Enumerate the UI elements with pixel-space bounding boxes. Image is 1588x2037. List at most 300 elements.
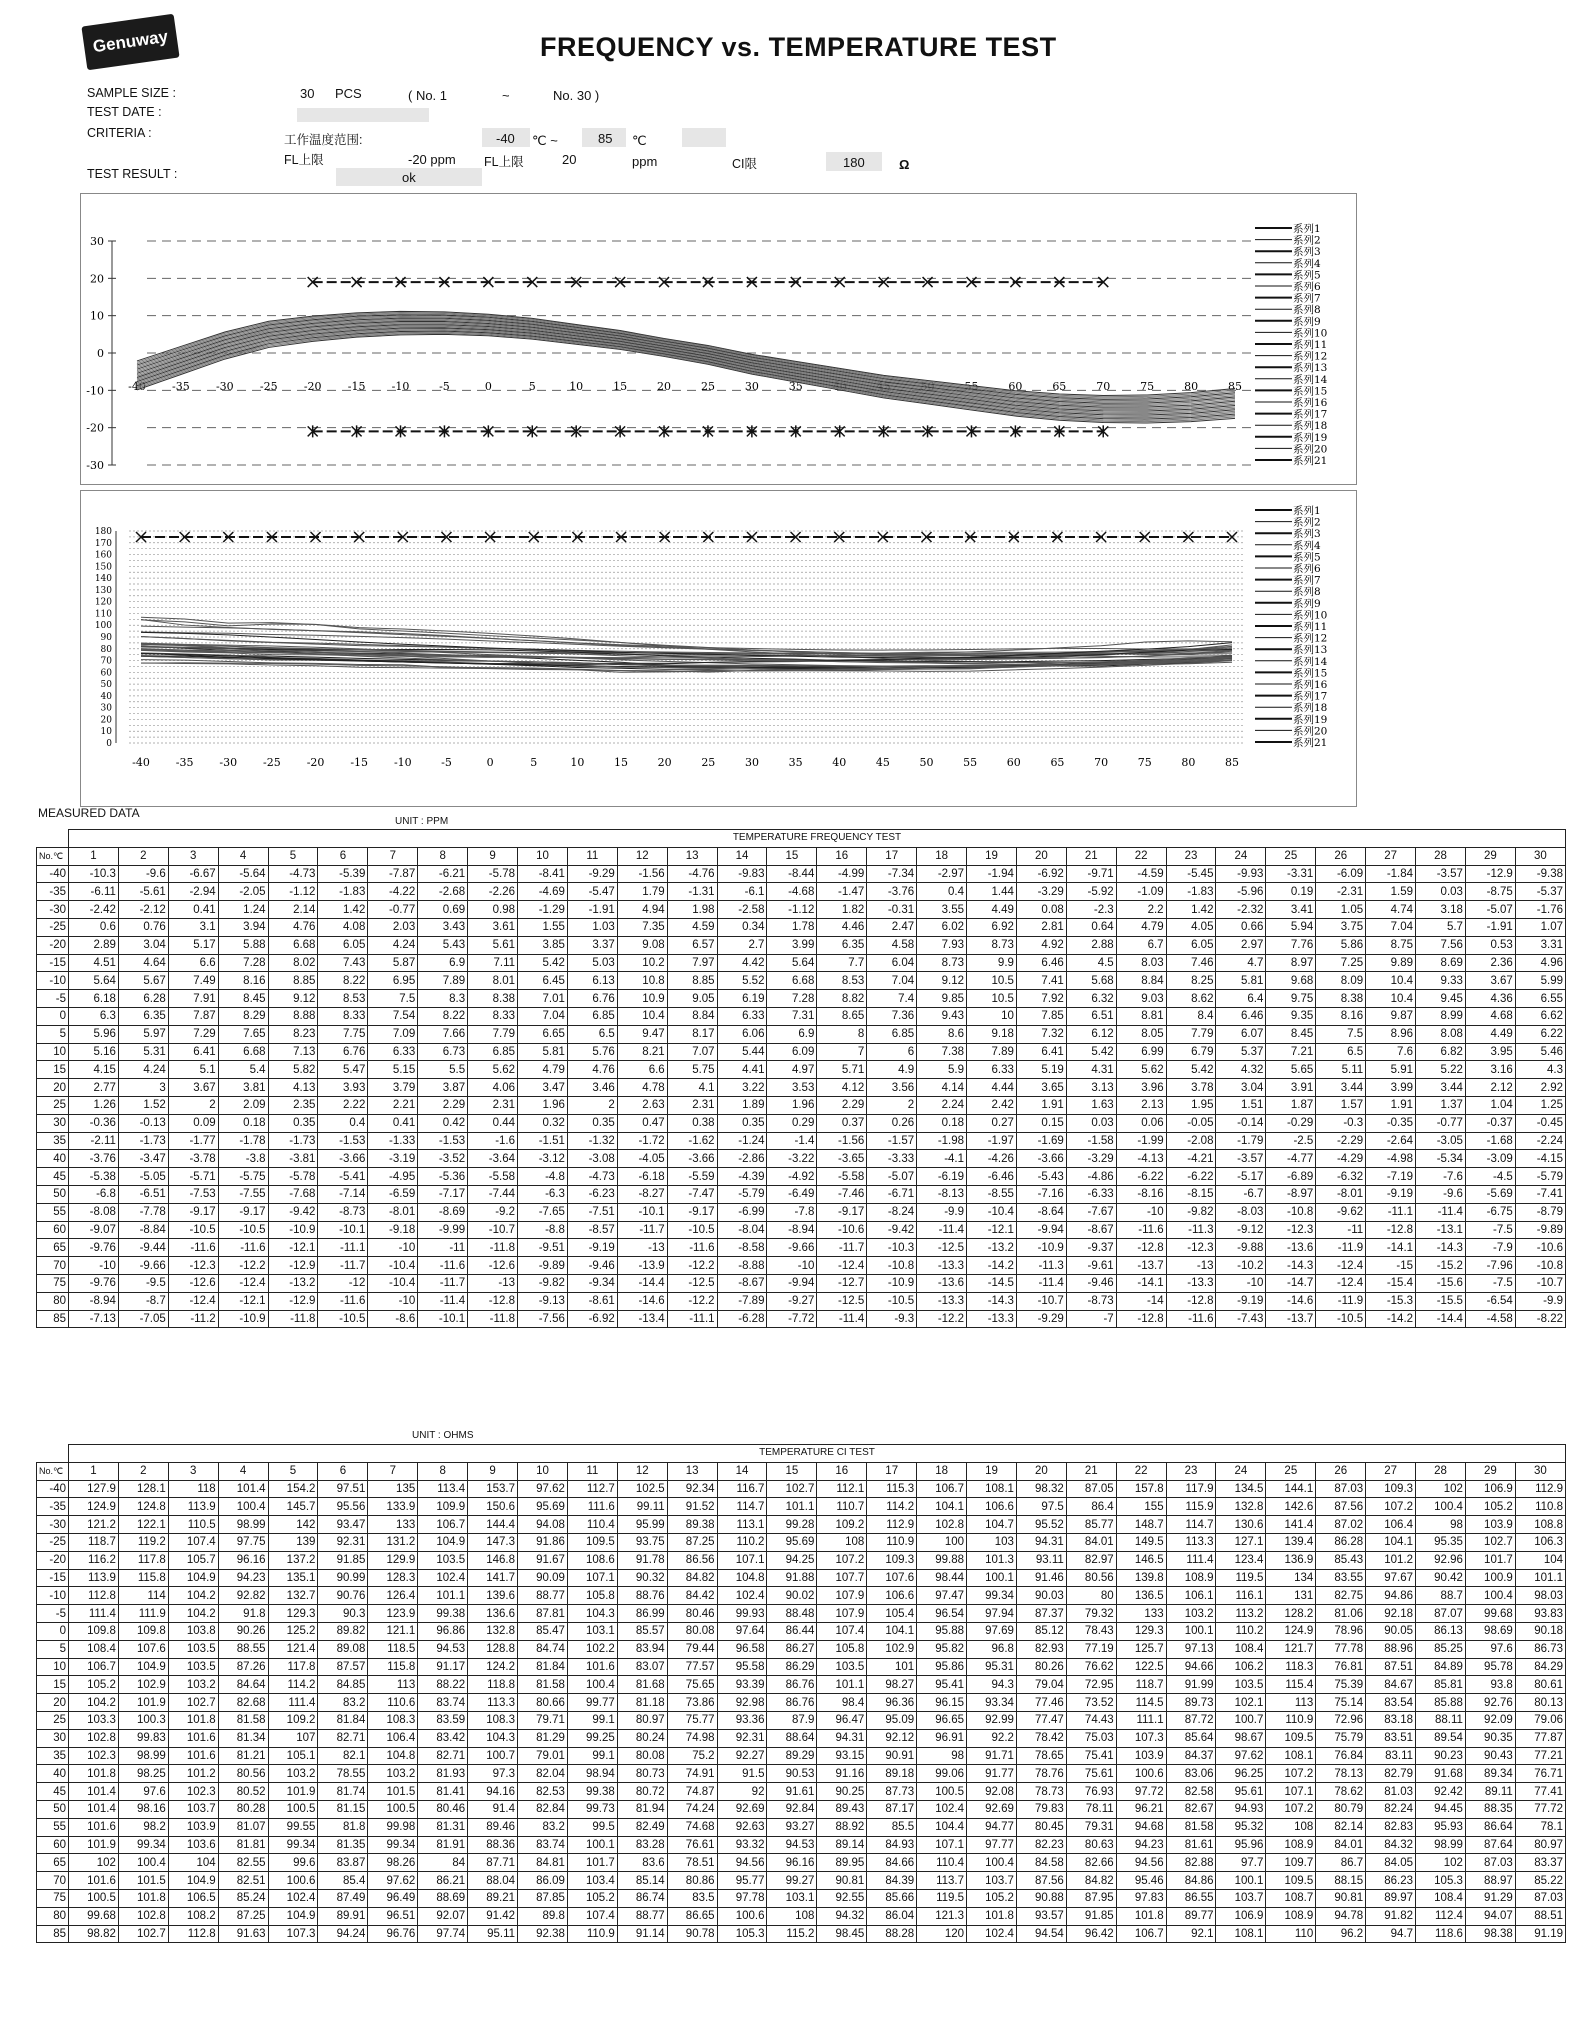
- table-cell: -4.69: [518, 883, 568, 901]
- table-cell: 103.2: [1166, 1605, 1216, 1623]
- table-cell: -8.94: [767, 1221, 817, 1239]
- table-cell: 0.35: [717, 1114, 767, 1132]
- table-cell: 108: [767, 1907, 817, 1925]
- table-cell: -13.3: [917, 1292, 967, 1310]
- legend-label: 系列16: [1293, 679, 1328, 691]
- table-cell: 101.9: [69, 1836, 119, 1854]
- table-cell: 103: [967, 1533, 1017, 1551]
- table-cell: 136.5: [1116, 1587, 1166, 1605]
- table-cell: 133: [1116, 1605, 1166, 1623]
- column-header: 5: [268, 847, 318, 865]
- table-cell: 94.7: [1366, 1925, 1416, 1943]
- table-cell: 82.84: [518, 1800, 568, 1818]
- table-cell: 130.6: [1216, 1516, 1266, 1534]
- table-cell: 108.2: [168, 1907, 218, 1925]
- table-cell: -7.96: [1465, 1257, 1515, 1275]
- table-cell: 94.86: [1366, 1587, 1416, 1605]
- table-cell: 4.79: [518, 1061, 568, 1079]
- x-tick-label: 0: [486, 756, 494, 769]
- x-tick-label: -40: [132, 756, 150, 769]
- table-cell: 129.9: [368, 1551, 418, 1569]
- table-cell: -8.8: [518, 1221, 568, 1239]
- table-cell: 97.72: [1116, 1783, 1166, 1801]
- table-cell: 86.4: [1066, 1498, 1116, 1516]
- table-cell: -6.23: [567, 1185, 617, 1203]
- table-cell: 113.1: [717, 1516, 767, 1534]
- table-cell: 112.4: [1416, 1907, 1466, 1925]
- x-tick-label: 20: [657, 756, 672, 769]
- table-cell: -5.37: [1515, 883, 1565, 901]
- table-cell: 96.86: [418, 1622, 468, 1640]
- table-cell: 81.94: [617, 1800, 667, 1818]
- table-cell: 76.84: [1316, 1747, 1366, 1765]
- table-cell: 8.33: [318, 1007, 368, 1025]
- table-cell: 8.99: [1416, 1007, 1466, 1025]
- table-cell: 5.16: [69, 1043, 119, 1061]
- y-tick-label: 160: [94, 550, 112, 561]
- table-cell: 94.23: [218, 1569, 268, 1587]
- table-cell: 94.45: [1416, 1800, 1466, 1818]
- table-cell: 106.6: [867, 1587, 917, 1605]
- table-cell: 91.4: [468, 1800, 518, 1818]
- table-cell: 80.72: [617, 1783, 667, 1801]
- table-cell: 2.47: [867, 918, 917, 936]
- table-cell: 89.54: [1416, 1729, 1466, 1747]
- table-cell: 8.16: [1316, 1007, 1366, 1025]
- table-cell: -4.21: [1166, 1150, 1216, 1168]
- table-cell: 73.86: [667, 1694, 717, 1712]
- page-title: FREQUENCY vs. TEMPERATURE TEST: [540, 32, 1057, 62]
- table-cell: -9.46: [567, 1257, 617, 1275]
- table-cell: 7.36: [867, 1007, 917, 1025]
- table-cell: -5.47: [567, 883, 617, 901]
- x-tick-label: -5: [439, 380, 450, 393]
- table-cell: 80.28: [218, 1800, 268, 1818]
- table-cell: 108.1: [1266, 1747, 1316, 1765]
- table-cell: -7.44: [468, 1185, 518, 1203]
- table-cell: -0.05: [1166, 1114, 1216, 1132]
- table-cell: 82.88: [1166, 1854, 1216, 1872]
- table-cell: 78.1: [1515, 1818, 1565, 1836]
- table-cell: 91.8: [218, 1605, 268, 1623]
- table-row: [37, 1854, 1566, 1872]
- table-cell: 113.7: [917, 1872, 967, 1890]
- table-cell: 7.28: [218, 954, 268, 972]
- sample-range-start: ( No. 1: [408, 88, 448, 103]
- table-cell: -3.12: [518, 1150, 568, 1168]
- table-cell: 87.9: [767, 1711, 817, 1729]
- table-cell: -5.36: [418, 1168, 468, 1186]
- table-cell: 102.9: [867, 1640, 917, 1658]
- table-cell: 83.74: [418, 1694, 468, 1712]
- table-cell: 83.55: [1316, 1569, 1366, 1587]
- table-cell: 79.06: [1515, 1711, 1565, 1729]
- table-cell: -11.2: [168, 1310, 218, 1328]
- table-cell: 1.57: [1316, 1096, 1366, 1114]
- table-cell: 93.8: [1465, 1676, 1515, 1694]
- table-cell: 96.51: [368, 1907, 418, 1925]
- table-row: [37, 1836, 1566, 1854]
- row-temperature-label: 85: [37, 1925, 69, 1943]
- table-cell: 100.6: [1116, 1765, 1166, 1783]
- table-cell: -2.08: [1166, 1132, 1216, 1150]
- table-cell: 8.21: [617, 1043, 667, 1061]
- y-tick-label: -30: [86, 459, 104, 472]
- table-row: [37, 1800, 1566, 1818]
- column-header: 19: [967, 1462, 1017, 1480]
- table-cell: -9.12: [1216, 1221, 1266, 1239]
- table-cell: -1.68: [1465, 1132, 1515, 1150]
- table-cell: -10.5: [867, 1292, 917, 1310]
- table-cell: -12.1: [218, 1292, 268, 1310]
- table-cell: 6.85: [468, 1043, 518, 1061]
- table-row: [37, 1516, 1566, 1534]
- table-cell: -9.29: [1016, 1310, 1066, 1328]
- table-cell: 0.29: [767, 1114, 817, 1132]
- table-cell: 94.32: [817, 1907, 867, 1925]
- table-cell: -2.32: [1216, 901, 1266, 919]
- table-cell: 0.32: [518, 1114, 568, 1132]
- table-cell: 6.06: [717, 1025, 767, 1043]
- table-cell: 95.46: [1116, 1872, 1166, 1890]
- table-cell: -1.72: [617, 1132, 667, 1150]
- table-cell: 87.71: [468, 1854, 518, 1872]
- table-cell: 8.4: [1166, 1007, 1216, 1025]
- table-cell: -7.51: [567, 1203, 617, 1221]
- table-cell: 86.55: [1166, 1889, 1216, 1907]
- table-cell: 82.55: [218, 1854, 268, 1872]
- table-cell: 127.1: [1216, 1533, 1266, 1551]
- table-cell: 132.8: [468, 1622, 518, 1640]
- table-cell: 81.35: [318, 1836, 368, 1854]
- legend-label: 系列10: [1293, 327, 1328, 340]
- table-cell: 7.25: [1316, 954, 1366, 972]
- table-cell: 89.46: [468, 1818, 518, 1836]
- table-cell: 81.34: [218, 1729, 268, 1747]
- y-tick-label: 140: [94, 574, 112, 585]
- table-cell: -15.4: [1366, 1274, 1416, 1292]
- table-cell: 1.07: [1515, 918, 1565, 936]
- table-cell: -3.05: [1416, 1132, 1466, 1150]
- table-cell: -5.17: [1216, 1168, 1266, 1186]
- table-cell: -4.26: [967, 1150, 1017, 1168]
- table-cell: 3.41: [1266, 901, 1316, 919]
- table-cell: -9.19: [1366, 1185, 1416, 1203]
- row-temperature-label: 60: [37, 1836, 69, 1854]
- table-cell: -6.8: [69, 1185, 119, 1203]
- table-cell: 103.4: [567, 1872, 617, 1890]
- table-cell: 77.46: [1016, 1694, 1066, 1712]
- table-cell: 96.91: [917, 1729, 967, 1747]
- table-cell: 7.79: [468, 1025, 518, 1043]
- table-row: [37, 1168, 1566, 1186]
- table-cell: 134: [1266, 1569, 1316, 1587]
- table-cell: 83.87: [318, 1854, 368, 1872]
- table-cell: 106.7: [917, 1480, 967, 1498]
- table-cell: -8.73: [318, 1203, 368, 1221]
- table-cell: 125.7: [1116, 1640, 1166, 1658]
- table-cell: 1.44: [967, 883, 1017, 901]
- table-cell: -10: [1216, 1274, 1266, 1292]
- table-cell: 87.56: [1016, 1872, 1066, 1890]
- table-cell: 106.4: [1366, 1516, 1416, 1534]
- table-cell: 81.15: [318, 1800, 368, 1818]
- table-cell: 8.96: [1366, 1025, 1416, 1043]
- table-cell: 91.99: [1166, 1676, 1216, 1694]
- table-cell: 96.15: [917, 1694, 967, 1712]
- table-cell: 102.3: [168, 1783, 218, 1801]
- table-cell: 85.22: [1515, 1872, 1565, 1890]
- table-row: [37, 1061, 1566, 1079]
- table-cell: -0.14: [1216, 1114, 1266, 1132]
- table-cell: 116.1: [1216, 1587, 1266, 1605]
- table-cell: 101.2: [1366, 1551, 1416, 1569]
- table-cell: 93.32: [717, 1836, 767, 1854]
- table-cell: -10.5: [318, 1310, 368, 1328]
- table-cell: 131: [1266, 1587, 1316, 1605]
- table-cell: -3.19: [368, 1150, 418, 1168]
- row-temperature-label: -40: [37, 1480, 69, 1498]
- table-cell: 108.9: [1266, 1836, 1316, 1854]
- table-cell: 109.2: [817, 1516, 867, 1534]
- table-cell: 89.18: [867, 1765, 917, 1783]
- table-cell: -2.97: [917, 865, 967, 883]
- row-temperature-label: -5: [37, 990, 69, 1008]
- table-cell: 101.1: [817, 1676, 867, 1694]
- table-cell: 87.37: [1016, 1605, 1066, 1623]
- table-cell: 94.23: [1116, 1836, 1166, 1854]
- table-cell: 8.33: [468, 1007, 518, 1025]
- table-cell: 142: [268, 1516, 318, 1534]
- table-cell: 81.18: [617, 1694, 667, 1712]
- table-cell: -8.24: [867, 1203, 917, 1221]
- table-cell: 95.77: [717, 1872, 767, 1890]
- table-cell: 92.55: [817, 1889, 867, 1907]
- column-header: 3: [168, 1462, 218, 1480]
- table-cell: 104.2: [168, 1605, 218, 1623]
- table-cell: -10.9: [218, 1310, 268, 1328]
- x-tick-label: 45: [875, 756, 890, 769]
- table-cell: 135.1: [268, 1569, 318, 1587]
- table-cell: -9.6: [118, 865, 168, 883]
- table-cell: -7.34: [867, 865, 917, 883]
- table-cell: -9.93: [1216, 865, 1266, 883]
- table-cell: 79.31: [1066, 1818, 1116, 1836]
- table-cell: 82.71: [418, 1747, 468, 1765]
- table-cell: 84.66: [867, 1854, 917, 1872]
- table-cell: -6.99: [717, 1203, 767, 1221]
- table-cell: 9.12: [268, 990, 318, 1008]
- table-cell: 6: [867, 1043, 917, 1061]
- x-tick-label: 20: [657, 380, 672, 393]
- table-cell: 3.67: [1465, 972, 1515, 990]
- table-cell: 6.92: [967, 918, 1017, 936]
- table-cell: 89.21: [468, 1889, 518, 1907]
- table-cell: -2.3: [1066, 901, 1116, 919]
- row-temperature-label: 5: [37, 1640, 69, 1658]
- corner-label: No.℃: [39, 850, 64, 861]
- table-cell: 107.9: [817, 1587, 867, 1605]
- table-cell: -10.4: [368, 1274, 418, 1292]
- table-cell: 89.14: [817, 1836, 867, 1854]
- table-cell: 80.45: [1016, 1818, 1066, 1836]
- y-tick-label: 40: [100, 691, 112, 702]
- table-cell: 106.1: [1166, 1587, 1216, 1605]
- table-cell: 0.44: [468, 1114, 518, 1132]
- table-cell: 82.71: [318, 1729, 368, 1747]
- table-cell: 84.29: [1515, 1658, 1565, 1676]
- table-cell: -15.3: [1366, 1292, 1416, 1310]
- table-cell: 85.14: [617, 1872, 667, 1890]
- table-cell: 107.7: [817, 1569, 867, 1587]
- table-corner-header: [37, 847, 69, 865]
- sample-size-label: SAMPLE SIZE :: [87, 86, 176, 100]
- table-cell: 3.94: [218, 918, 268, 936]
- x-tick-label: 10: [569, 380, 584, 393]
- table-cell: -9.07: [69, 1221, 119, 1239]
- table-cell: 75.61: [1066, 1765, 1116, 1783]
- table-cell: 83.54: [1366, 1694, 1416, 1712]
- table-cell: 98: [1416, 1516, 1466, 1534]
- table-cell: 100.4: [1465, 1587, 1515, 1605]
- table-cell: 101.2: [168, 1765, 218, 1783]
- table-cell: -12.2: [917, 1310, 967, 1328]
- table-cell: 3.99: [767, 936, 817, 954]
- table-cell: 77.21: [1515, 1747, 1565, 1765]
- table-cell: 7.49: [168, 972, 218, 990]
- table-cell: 101.8: [1116, 1907, 1166, 1925]
- table-cell: 10.5: [967, 990, 1017, 1008]
- x-tick-label: -25: [259, 380, 278, 393]
- table-cell: -9.76: [69, 1274, 119, 1292]
- row-temperature-label: -40: [37, 865, 69, 883]
- table-cell: -6.09: [1316, 865, 1366, 883]
- table-cell: 144.4: [468, 1516, 518, 1534]
- legend-label: 系列18: [1293, 702, 1328, 715]
- table-cell: 103.1: [767, 1889, 817, 1907]
- table-cell: 102.7: [168, 1694, 218, 1712]
- table-cell: 78.13: [1316, 1765, 1366, 1783]
- table-cell: 98.99: [1416, 1836, 1466, 1854]
- table-cell: 93.75: [617, 1533, 667, 1551]
- table-cell: 3.85: [518, 936, 568, 954]
- x-tick-label: -35: [175, 756, 194, 769]
- table-cell: 80.97: [1515, 1836, 1565, 1854]
- table-cell: -12.5: [917, 1239, 967, 1257]
- table-cell: 81.29: [518, 1729, 568, 1747]
- table-cell: 98.82: [69, 1925, 119, 1943]
- row-temperature-label: 75: [37, 1889, 69, 1907]
- table-cell: 9.75: [1266, 990, 1316, 1008]
- table-cell: -4.39: [717, 1168, 767, 1186]
- y-tick-label: 20: [90, 272, 104, 286]
- table-cell: 7.85: [1016, 1007, 1066, 1025]
- table-cell: 6.9: [418, 954, 468, 972]
- table-cell: 9.47: [617, 1025, 667, 1043]
- table-cell: 107.2: [1266, 1765, 1316, 1783]
- table-row: [37, 1587, 1566, 1605]
- x-tick-label: 85: [1228, 380, 1242, 393]
- table-cell: 74.98: [667, 1729, 717, 1747]
- table-cell: 4.05: [1166, 918, 1216, 936]
- table-cell: 103.5: [168, 1640, 218, 1658]
- table-cell: -10: [368, 1239, 418, 1257]
- table-row: [37, 865, 1566, 883]
- table-cell: -14.2: [967, 1257, 1017, 1275]
- table-cell: 6.46: [1216, 1007, 1266, 1025]
- table-cell: 102.4: [917, 1800, 967, 1818]
- table-cell: 0.34: [717, 918, 767, 936]
- table-cell: 101.8: [168, 1711, 218, 1729]
- table-cell: 98.2: [118, 1818, 168, 1836]
- table-cell: 6.6: [617, 1061, 667, 1079]
- table-cell: 9.12: [917, 972, 967, 990]
- table-cell: -6.71: [867, 1185, 917, 1203]
- table-cell: -6.22: [1166, 1168, 1216, 1186]
- table-cell: 75.79: [1316, 1729, 1366, 1747]
- table-cell: 110.6: [368, 1694, 418, 1712]
- table-cell: 8.09: [1316, 972, 1366, 990]
- table-cell: 97.3: [468, 1765, 518, 1783]
- y-tick-label: 50: [100, 680, 112, 691]
- table-cell: 0.37: [817, 1114, 867, 1132]
- table-cell: 100: [917, 1533, 967, 1551]
- table-cell: 103.2: [168, 1676, 218, 1694]
- table-cell: 109.9: [418, 1498, 468, 1516]
- table-cell: 80.46: [418, 1800, 468, 1818]
- x-tick-label: -15: [347, 380, 366, 393]
- table-cell: 2.09: [218, 1096, 268, 1114]
- table-cell: 87.72: [1166, 1711, 1216, 1729]
- table-cell: 7.54: [368, 1007, 418, 1025]
- table-cell: -9.88: [1216, 1239, 1266, 1257]
- table-cell: 7.31: [767, 1007, 817, 1025]
- table-cell: 97.51: [318, 1480, 368, 1498]
- table-cell: 86.27: [767, 1640, 817, 1658]
- table-row: [37, 1818, 1566, 1836]
- y-tick-label: 180: [94, 527, 112, 537]
- table-cell: 5.42: [518, 954, 568, 972]
- table-cell: -3.78: [168, 1150, 218, 1168]
- table-cell: 133.9: [368, 1498, 418, 1516]
- table-cell: 80.52: [218, 1783, 268, 1801]
- table-cell: 7.38: [917, 1043, 967, 1061]
- legend-label: 系列17: [1293, 408, 1328, 421]
- x-tick-label: 50: [919, 756, 934, 769]
- table-cell: 77.47: [1016, 1711, 1066, 1729]
- series-line: [141, 626, 1232, 650]
- table-cell: -8.67: [1066, 1221, 1116, 1239]
- table-cell: 0.6: [69, 918, 119, 936]
- table-cell: 7.5: [1316, 1025, 1366, 1043]
- table-cell: 108.7: [1266, 1889, 1316, 1907]
- row-temperature-label: 60: [37, 1221, 69, 1239]
- table-cell: 81.68: [617, 1676, 667, 1694]
- table-cell: 93.47: [318, 1516, 368, 1534]
- table-cell: 110.5: [168, 1516, 218, 1534]
- table-cell: 8.38: [1316, 990, 1366, 1008]
- table-cell: 92.82: [218, 1587, 268, 1605]
- legend-label: 系列9: [1293, 315, 1321, 328]
- table-cell: 1.82: [817, 901, 867, 919]
- y-tick-label: 150: [94, 562, 112, 573]
- table-cell: -15.5: [1416, 1292, 1466, 1310]
- table-cell: 136.6: [468, 1605, 518, 1623]
- table-cell: 83.51: [1366, 1729, 1416, 1747]
- table-cell: 81.84: [318, 1711, 368, 1729]
- table-cell: 0.38: [667, 1114, 717, 1132]
- legend-label: 系列20: [1293, 725, 1328, 738]
